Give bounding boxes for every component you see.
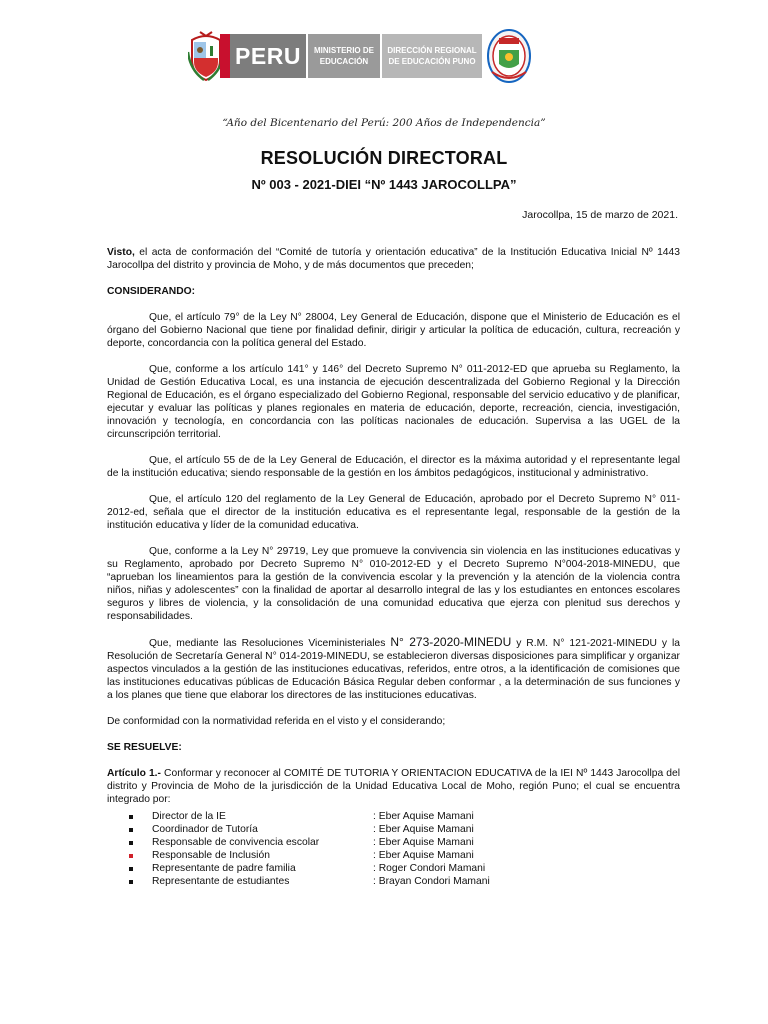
school-emblem-icon <box>486 28 532 84</box>
considerando-paragraph: Que, el artículo 55 de de la Ley General de Educación, el director es la máxima autoridad y el representante legal de la institución educativa; siendo responsable de la gestión en los ámbitos pedagógicos, institucional y administrativo. <box>107 455 680 479</box>
bullet-icon <box>129 867 133 871</box>
regional-directorate-label: DIRECCIÓN REGIONAL DE EDUCACIÓN PUNO <box>382 34 482 78</box>
member-role: Representante de estudiantes <box>152 876 290 887</box>
bullet-icon <box>129 815 133 819</box>
considerando-paragraph: Que, el artículo 79° de la Ley N° 28004, Ley General de Educación, dispone que el Ministerio de Educación es el órgano del Gobierno Nacional que tiene por finalidad definir, dirigir y articular la política de educación, cultura, recreación y deporte, concordancia con la política general del Estado. <box>107 312 680 349</box>
list-item <box>107 875 680 888</box>
member-role: Responsable de convivencia escolar <box>152 837 320 848</box>
committee-member-list <box>107 810 680 888</box>
resoluciones-lead: Que, mediante las Resoluciones Viceministeriales <box>149 638 391 649</box>
resoluciones-paragraph <box>107 636 680 702</box>
document-body <box>107 246 680 888</box>
resuelve-heading: SE RESUELVE: <box>107 742 182 753</box>
list-item <box>107 849 680 862</box>
considerando-paragraph: Que, el artículo 120 del reglamento de la Ley General de Educación, aprobado por el Decreto Supremo N° 011-2012-ed, señala que el director de la institución educativa es el representante legal, responsable de la gestión de la institución educativa y líder de la comunidad educativa. <box>107 494 680 531</box>
articulo-1-text: Conformar y reconocer al COMITÉ DE TUTORIA Y ORIENTACION EDUCATIVA de la IEI Nº 1443 Jarocollpa del distrito y Provincia de Moho de la jurisdicción de la Unidad Educativa Local de Moho, región Puno; el cual se encuentra integrado por: <box>107 768 681 805</box>
member-name: : Eber Aquise Mamani <box>373 811 474 822</box>
bullet-icon <box>129 854 133 858</box>
list-item <box>107 862 680 875</box>
visto-label: Visto, <box>107 247 135 258</box>
peru-coat-of-arms-icon <box>188 30 224 82</box>
member-name: : Brayan Condori Mamani <box>373 876 490 887</box>
document-date: Jarocollpa, 15 de marzo de 2021. <box>522 209 678 221</box>
member-name: : Eber Aquise Mamani <box>373 850 474 861</box>
list-item <box>107 836 680 849</box>
ministry-label: MINISTERIO DE EDUCACIÓN <box>308 34 380 78</box>
member-role: Representante de padre familia <box>152 863 296 874</box>
member-role: Director de la IE <box>152 811 226 822</box>
articulo-1-paragraph <box>107 767 680 806</box>
visto-paragraph <box>107 246 680 272</box>
bullet-icon <box>129 828 133 832</box>
list-item <box>107 823 680 836</box>
peru-label: PERU <box>230 34 306 78</box>
list-item <box>107 810 680 823</box>
considerando-heading: CONSIDERANDO: <box>107 286 196 297</box>
member-role: Responsable de Inclusión <box>152 850 270 861</box>
resoluciones-highlight: N° 273-2020-MINEDU <box>390 635 512 649</box>
member-name: : Roger Condori Mamani <box>373 863 486 874</box>
member-role: Coordinador de Tutoría <box>152 824 258 835</box>
resolution-number: Nº 003 - 2021-DIEI “Nº 1443 JAROCOLLPA” <box>251 177 517 192</box>
bullet-icon <box>129 880 133 884</box>
conformidad-paragraph: De conformidad con la normatividad referida en el visto y el considerando; <box>107 716 446 727</box>
year-motto: “Año del Bicentenario del Perú: 200 Años de Independencia” <box>222 117 546 129</box>
document-title: RESOLUCIÓN DIRECTORAL <box>260 148 508 168</box>
peru-red-band <box>220 34 230 78</box>
resoluciones-rest: y R.M. N° 121-2021-MINEDU y la Resolución de Secretaría General N° 014-2019-MINEDU, se establecieron diversas disposiciones para simplificar y organizar aspectos vinculados a la gestión de las instituciones educativas, referidos, entre otros, a la identificación de comisiones que las instituciones educativas públicas de Educación Básica Regular deben conformar , a la determinación de sus funciones y a los planes que tiene que elaborar los directores de las instituciones educativas. <box>107 638 680 701</box>
member-name: : Eber Aquise Mamani <box>373 824 474 835</box>
articulo-1-label: Artículo 1.- <box>107 768 161 779</box>
member-name: : Eber Aquise Mamani <box>373 837 474 848</box>
visto-text: el acta de conformación del “Comité de tutoría y orientación educativa” de la Institución Educativa Inicial Nº 1443 Jarocollpa del distrito y provincia de Moho, y de más documentos que preceden; <box>107 247 680 271</box>
considerando-paragraph: Que, conforme a la Ley N° 29719, Ley que promueve la convivencia sin violencia en las instituciones educativas y su Reglamento, aprobado por Decreto Supremo N° 010-2012-ED y el Decreto Supremo N°004-2018-MINEDU, que “aprueban los lineamientos para la gestión de la convivencia escolar y la prevención y la atención de la violencia contra niños, niñas y adolescentes” con la finalidad de aportar al desarrollo integral de las y los estudiantes en entonces escolares seguros y libres de violencia, y la consolidación de una comunidad educativa que ejerza con plenitud sus derechos y responsabilidades. <box>107 546 680 622</box>
considerando-paragraph: Que, conforme a los artículo 141° y 146° del Decreto Supremo N° 011-2012-ED que aprueba su Reglamento, la Unidad de Gestión Educativa Local, es una instancia de ejecución descentralizada del Gobierno Regional y la Dirección Regional de Educación, es el órgano especializado del Gobierno Regional, responsable del servicio educativo y de planificar, ejecutar y evaluar las políticas y planes regionales en materia de educación, deporte, recreación, ciencia, investigación, innovación y tecnología, en concordancia con las políticas nacionales de educación. Supervisa a las UGEL de la circunscripción territorial. <box>107 364 680 440</box>
bullet-icon <box>129 841 133 845</box>
letterhead <box>188 28 532 86</box>
